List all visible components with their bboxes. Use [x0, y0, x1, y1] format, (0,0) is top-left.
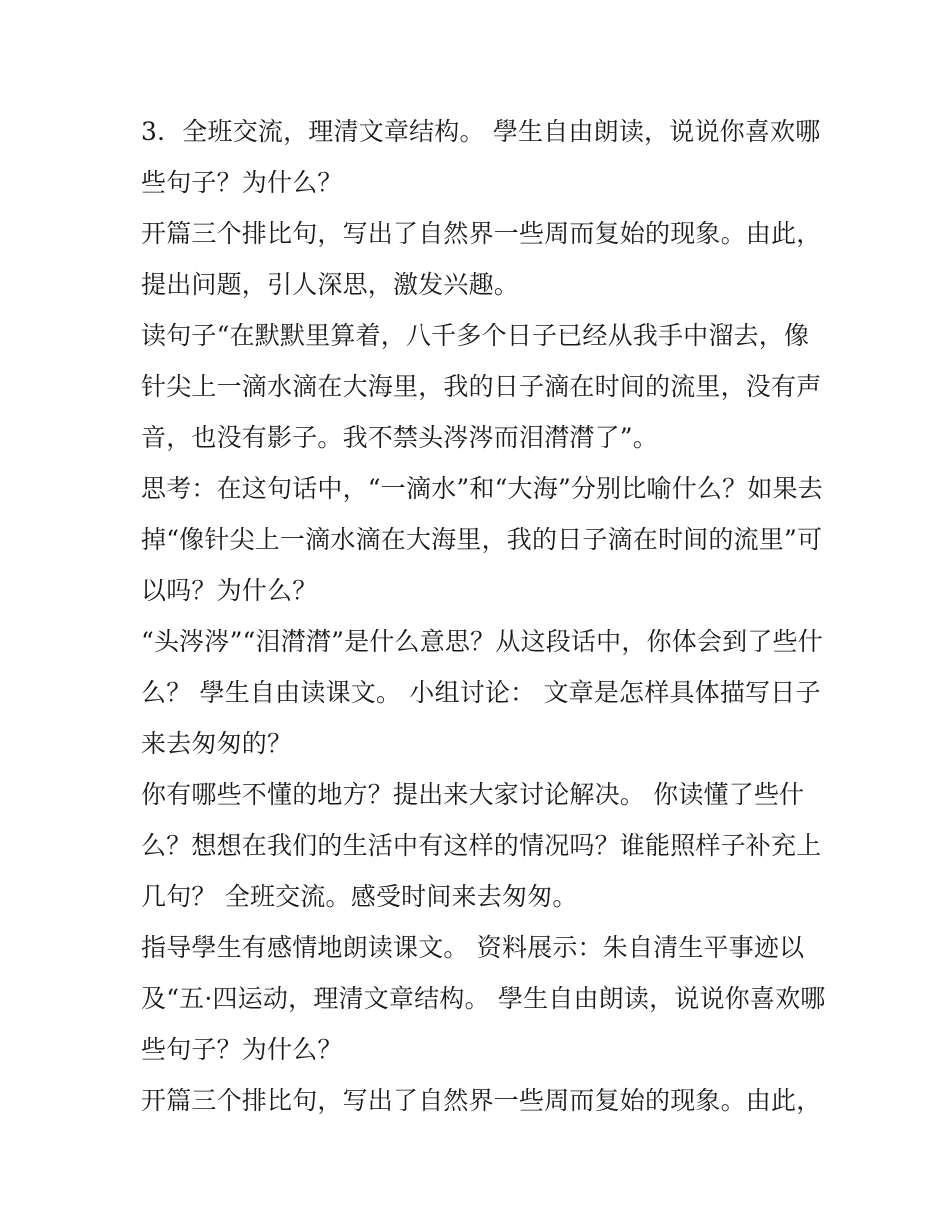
text-line: 针尖上一滴水滴在大海里，我的日子滴在时间的流里，没有声 [141, 372, 822, 401]
text-line: 开篇三个排比句，写出了自然界一些周而复始的现象。由此， [141, 1086, 822, 1115]
text-line: 掉“像针尖上一滴水滴在大海里，我的日子滴在时间的流里”可 [141, 525, 823, 554]
document-body [141, 106, 826, 1126]
text-line: 么？ 學生自由读课文。 小组讨论： 文章是怎样具体描写日子 [141, 678, 821, 707]
text-line: 读句子“在默默里算着，八千多个日子已经从我手中溜去，像 [141, 321, 810, 350]
text-line: “头涔涔”“泪潸潸”是什么意思？从这段话中，你体会到了些什 [141, 627, 823, 656]
text-line: 指导學生有感情地朗读课文。 资料展示：朱自清生平事迹以 [141, 933, 805, 962]
text-line: 提出问题，引人深思，激发兴趣。 [141, 270, 520, 299]
text-line: 思考：在这句话中，“一滴水”和“大海”分别比喻什么？如果去 [141, 474, 823, 503]
text-line: 3．全班交流，理清文章结构。 學生自由朗读，说说你喜欢哪 [141, 117, 821, 146]
text-line: 你有哪些不懂的地方？提出来大家讨论解决。 你读懂了些什 [141, 780, 805, 809]
text-line: 音，也没有影子。我不禁头涔涔而泪潸潸了”。 [141, 423, 658, 452]
text-line: 几句？ 全班交流。感受时间来去匆匆。 [141, 882, 578, 911]
text-line: 以吗？为什么？ [141, 576, 318, 605]
text-line: 开篇三个排比句，写出了自然界一些周而复始的现象。由此， [141, 219, 822, 248]
text-line: 来去匆匆的？ [141, 729, 293, 758]
text-line: 些句子？为什么？ [141, 168, 343, 197]
text-line: 些句子？为什么？ [141, 1035, 343, 1064]
text-line: 么？想想在我们的生活中有这样的情况吗？谁能照样子补充上 [141, 831, 822, 860]
text-line: 及“五·四运动，理清文章结构。 學生自由朗读，说说你喜欢哪 [141, 984, 826, 1013]
